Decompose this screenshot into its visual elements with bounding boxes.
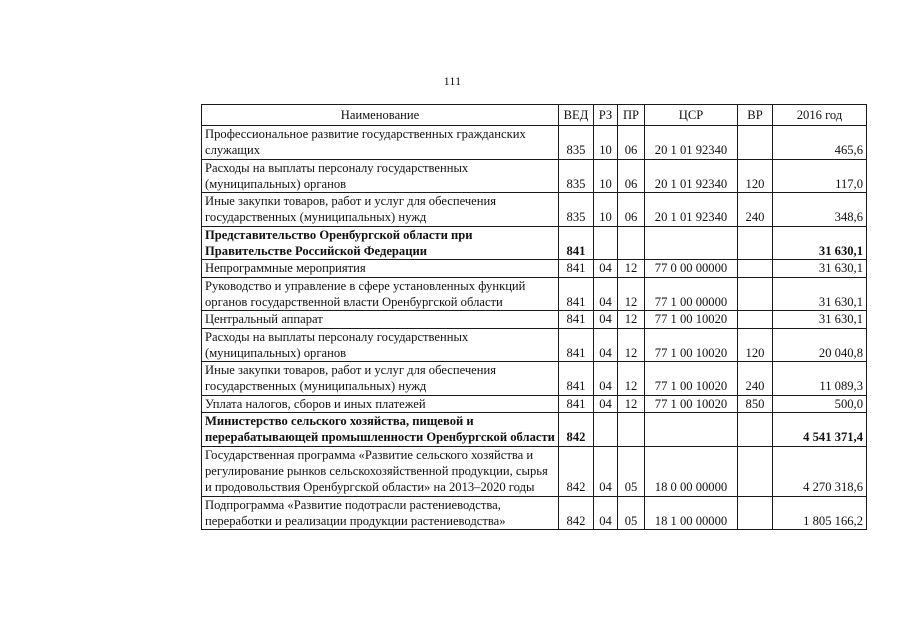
cell-name: Уплата налогов, сборов и иных платежей <box>202 395 559 412</box>
cell-pr: 05 <box>618 496 645 530</box>
cell-pr: 05 <box>618 446 645 496</box>
cell-amount: 1 805 166,2 <box>773 496 867 530</box>
cell-vr: 120 <box>738 328 773 362</box>
budget-table <box>201 104 867 530</box>
table-row <box>202 226 867 260</box>
cell-amount: 31 630,1 <box>773 226 867 260</box>
page-number: 111 <box>443 74 462 88</box>
cell-rz: 10 <box>594 126 618 160</box>
cell-rz <box>594 226 618 260</box>
cell-vr: 240 <box>738 193 773 227</box>
table-header-row <box>202 105 867 126</box>
cell-ved: 841 <box>559 277 594 311</box>
cell-ved: 841 <box>559 226 594 260</box>
table-row <box>202 362 867 396</box>
table-row <box>202 446 867 496</box>
cell-rz: 04 <box>594 311 618 328</box>
cell-vr <box>738 226 773 260</box>
cell-name: Расходы на выплаты персоналу государственных (муниципальных) органов <box>202 159 559 193</box>
table-row <box>202 193 867 227</box>
table-row <box>202 277 867 311</box>
cell-amount: 20 040,8 <box>773 328 867 362</box>
cell-amount: 500,0 <box>773 395 867 412</box>
cell-pr: 12 <box>618 395 645 412</box>
cell-rz: 04 <box>594 395 618 412</box>
cell-csr: 18 1 00 00000 <box>645 496 738 530</box>
cell-ved: 841 <box>559 328 594 362</box>
cell-rz: 04 <box>594 446 618 496</box>
cell-vr: 240 <box>738 362 773 396</box>
cell-ved: 842 <box>559 446 594 496</box>
cell-vr <box>738 260 773 277</box>
header-pr: ПР <box>618 105 645 126</box>
table-row <box>202 260 867 277</box>
cell-name: Непрограммные мероприятия <box>202 260 559 277</box>
cell-name: Подпрограмма «Развитие подотрасли растениеводства, переработки и реализации продукции растениеводства» <box>202 496 559 530</box>
cell-amount: 348,6 <box>773 193 867 227</box>
cell-rz: 04 <box>594 362 618 396</box>
cell-name: Государственная программа «Развитие сельского хозяйства и регулирование рынков сельскохозяйственной продукции, сырья и продовольствия Оренбургской области» на 2013–2020 годы <box>202 446 559 496</box>
cell-name: Министерство сельского хозяйства, пищевой и перерабатывающей промышленности Оренбургской области <box>202 413 559 447</box>
cell-csr <box>645 226 738 260</box>
cell-vr <box>738 496 773 530</box>
cell-ved: 835 <box>559 159 594 193</box>
cell-ved: 841 <box>559 395 594 412</box>
cell-rz: 04 <box>594 496 618 530</box>
cell-pr: 06 <box>618 159 645 193</box>
cell-name: Центральный аппарат <box>202 311 559 328</box>
cell-csr: 20 1 01 92340 <box>645 193 738 227</box>
cell-rz <box>594 413 618 447</box>
table-row <box>202 328 867 362</box>
cell-csr: 18 0 00 00000 <box>645 446 738 496</box>
cell-vr <box>738 446 773 496</box>
cell-ved: 842 <box>559 413 594 447</box>
cell-pr: 12 <box>618 328 645 362</box>
cell-ved: 835 <box>559 126 594 160</box>
cell-amount: 31 630,1 <box>773 311 867 328</box>
cell-amount: 11 089,3 <box>773 362 867 396</box>
cell-rz: 10 <box>594 159 618 193</box>
cell-csr: 20 1 01 92340 <box>645 126 738 160</box>
table-row <box>202 395 867 412</box>
cell-amount: 31 630,1 <box>773 260 867 277</box>
cell-vr <box>738 311 773 328</box>
cell-vr <box>738 126 773 160</box>
cell-rz: 10 <box>594 193 618 227</box>
header-ved: ВЕД <box>559 105 594 126</box>
cell-pr: 12 <box>618 277 645 311</box>
cell-ved: 842 <box>559 496 594 530</box>
cell-amount: 465,6 <box>773 126 867 160</box>
cell-vr <box>738 277 773 311</box>
cell-csr: 20 1 01 92340 <box>645 159 738 193</box>
header-rz: РЗ <box>594 105 618 126</box>
cell-vr: 850 <box>738 395 773 412</box>
cell-name: Представительство Оренбургской области при Правительстве Российской Федерации <box>202 226 559 260</box>
table-row <box>202 496 867 530</box>
table-row <box>202 159 867 193</box>
cell-rz: 04 <box>594 328 618 362</box>
cell-pr: 12 <box>618 311 645 328</box>
header-csr: ЦСР <box>645 105 738 126</box>
header-year: 2016 год <box>773 105 867 126</box>
cell-ved: 841 <box>559 362 594 396</box>
cell-name: Профессиональное развитие государственных гражданских служащих <box>202 126 559 160</box>
cell-name: Иные закупки товаров, работ и услуг для обеспечения государственных (муниципальных) нужд <box>202 193 559 227</box>
cell-pr: 06 <box>618 126 645 160</box>
cell-ved: 841 <box>559 311 594 328</box>
cell-ved: 841 <box>559 260 594 277</box>
cell-csr: 77 1 00 10020 <box>645 328 738 362</box>
header-vr: ВР <box>738 105 773 126</box>
cell-amount: 4 541 371,4 <box>773 413 867 447</box>
table-row <box>202 126 867 160</box>
cell-pr: 06 <box>618 193 645 227</box>
cell-vr <box>738 413 773 447</box>
cell-name: Иные закупки товаров, работ и услуг для обеспечения государственных (муниципальных) нужд <box>202 362 559 396</box>
cell-csr <box>645 413 738 447</box>
cell-pr: 12 <box>618 260 645 277</box>
table-body <box>202 126 867 530</box>
cell-csr: 77 1 00 00000 <box>645 277 738 311</box>
table-row <box>202 311 867 328</box>
cell-pr <box>618 226 645 260</box>
cell-ved: 835 <box>559 193 594 227</box>
cell-csr: 77 1 00 10020 <box>645 395 738 412</box>
cell-csr: 77 1 00 10020 <box>645 362 738 396</box>
cell-name: Расходы на выплаты персоналу государственных (муниципальных) органов <box>202 328 559 362</box>
cell-amount: 4 270 318,6 <box>773 446 867 496</box>
cell-rz: 04 <box>594 277 618 311</box>
cell-csr: 77 1 00 10020 <box>645 311 738 328</box>
cell-amount: 117,0 <box>773 159 867 193</box>
table-row <box>202 413 867 447</box>
cell-name: Руководство и управление в сфере установленных функций органов государственной власти Оренбургской области <box>202 277 559 311</box>
header-name: Наименование <box>202 105 559 126</box>
cell-vr: 120 <box>738 159 773 193</box>
cell-rz: 04 <box>594 260 618 277</box>
cell-pr <box>618 413 645 447</box>
cell-amount: 31 630,1 <box>773 277 867 311</box>
cell-csr: 77 0 00 00000 <box>645 260 738 277</box>
cell-pr: 12 <box>618 362 645 396</box>
